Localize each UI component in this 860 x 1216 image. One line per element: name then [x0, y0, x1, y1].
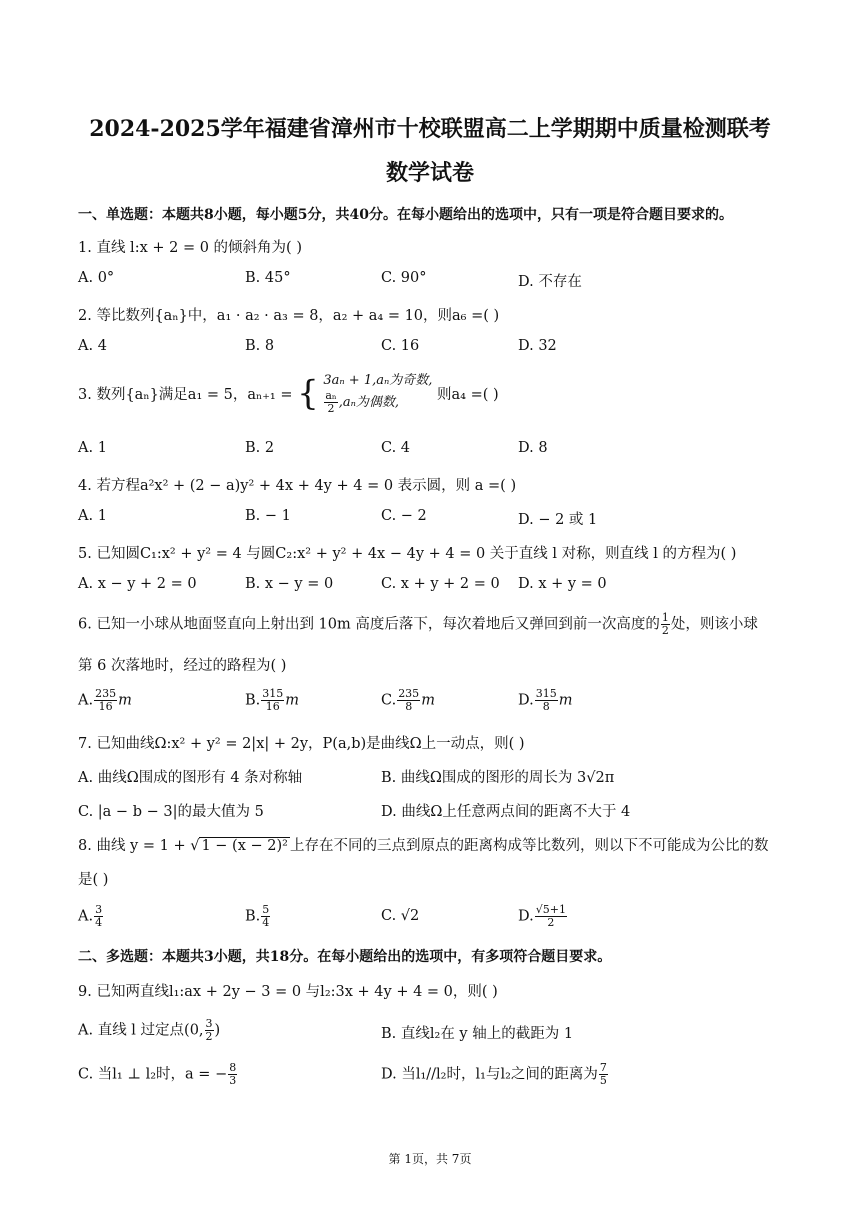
- q6-option-a: A. $\frac{235}{16}$ m: [78, 687, 132, 713]
- q7-option-d: D. 曲线Ω上任意两点间的距离不大于 4: [381, 804, 631, 820]
- q6-option-b: B. $\frac{315}{16}$ m: [245, 687, 300, 713]
- q8-option-d: D. $\frac{√5+1}{2}$: [518, 903, 566, 929]
- q4-option-c: C. − 2: [381, 508, 427, 524]
- paper-subtitle: 数学试卷: [385, 160, 474, 186]
- q3-option-d: D. 8: [518, 440, 548, 456]
- question-1: 1. 直线 l:x + 2 = 0 的倾斜角为( ): [78, 240, 302, 256]
- q7-option-c: C. |a − b − 3|的最大值为 5: [78, 804, 264, 820]
- page-footer: 第 1页，共 7页: [388, 1152, 472, 1166]
- brace-symbol: {: [297, 373, 319, 414]
- q2-option-a: A. 4: [78, 338, 107, 354]
- q3-option-c: C. 4: [381, 440, 411, 456]
- q6-option-d: D. $\frac{315}{8}$ m: [518, 687, 573, 713]
- question-6-line-1: 6. 已知一小球从地面竖直向上射出到 10m 高度后落下，每次着地后又弹回到前一次高度的 $\frac{1}{2}$ 处，则该小球: [78, 611, 758, 637]
- q5-option-a: A. x − y + 2 = 0: [78, 576, 197, 592]
- question-6-line-2: 第 6 次落地时，经过的路程为( ): [78, 658, 287, 674]
- q9-option-b: B. 直线l₂在 y 轴上的截距为 1: [381, 1026, 574, 1042]
- question-4: 4. 若方程a²x² + (2 − a)y² + 4x + 4y + 4 = 0 表示圆，则 a =( ): [78, 478, 517, 494]
- question-7: 7. 已知曲线Ω:x² + y² = 2|x| + 2y，P(a,b)是曲线Ω上一动点，则( ): [78, 736, 525, 752]
- q7-option-a: A. 曲线Ω围成的图形有 4 条对称轴: [78, 770, 303, 786]
- q3-suffix: 则a₄ =( ): [437, 387, 499, 403]
- q3-case-2: ,aₙ为偶数,: [338, 395, 399, 410]
- q9-option-d: D. 当l₁//l₂时，l₁与l₂之间的距离为 $\frac{7}{5}$: [381, 1061, 607, 1087]
- question-9: 9. 已知两直线l₁:ax + 2y − 3 = 0 与l₂:3x + 4y + 4 = 0，则( ): [78, 984, 498, 1000]
- q2-option-b: B. 8: [245, 338, 275, 354]
- q4-option-a: A. 1: [78, 508, 107, 524]
- q5-option-d: D. x + y = 0: [518, 576, 607, 592]
- q3-case-1: 3aₙ + 1,aₙ为奇数,: [323, 373, 433, 388]
- question-2: 2. 等比数列{aₙ}中，a₁ · a₂ · a₃ = 8，a₂ + a₄ = 10，则a₆ =( ): [78, 308, 500, 324]
- q6-frac: $\frac{1}{2}$: [661, 611, 669, 637]
- q3-cases: [323, 372, 432, 415]
- q3-prefix: 3. 数列{aₙ}满足a₁ = 5，aₙ₊₁ =: [78, 387, 293, 403]
- paper-title: 2024-2025学年福建省漳州市十校联盟高二上学期期中质量检测联考: [89, 116, 771, 142]
- q3-case-2-frac: $\frac{\text{aₙ}}{2}$: [325, 389, 337, 415]
- question-8-line-2: 是( ): [78, 872, 109, 888]
- question-3: [78, 372, 499, 415]
- q8-option-c: C. √2: [381, 908, 420, 924]
- q1-option-b: B. 45°: [245, 270, 291, 286]
- q8-sqrt: 1 − (x − 2)²: [201, 838, 288, 854]
- q1-option-c: C. 90°: [381, 270, 427, 286]
- q2-option-d: D. 32: [518, 338, 557, 354]
- q5-option-c: C. x + y + 2 = 0: [381, 576, 500, 592]
- q6-option-c: C. $\frac{235}{8}$ m: [381, 687, 435, 713]
- q1-option-a: A. 0°: [78, 270, 115, 286]
- q9-option-c: C. 当l₁ ⊥ l₂时，a = − $\frac{8}{3}$: [78, 1061, 237, 1087]
- q4-option-b: B. − 1: [245, 508, 291, 524]
- q1-option-d: D. 不存在: [518, 274, 582, 290]
- question-5: 5. 已知圆C₁:x² + y² = 4 与圆C₂:x² + y² + 4x − 4y + 4 = 0 关于直线 l 对称，则直线 l 的方程为( ): [78, 546, 737, 562]
- q5-option-b: B. x − y = 0: [245, 576, 334, 592]
- section-single-choice: 一、单选题：本题共8小题，每小题5分，共40分。在每小题给出的选项中，只有一项是符合题目要求的。: [78, 207, 733, 223]
- q7-option-b: B. 曲线Ω围成的图形的周长为 3√2π: [381, 770, 615, 786]
- q8-option-b: B. $\frac{5}{4}$: [245, 903, 270, 929]
- q8-option-a: A. $\frac{3}{4}$: [78, 903, 103, 929]
- q4-option-d: D. − 2 或 1: [518, 512, 598, 528]
- q2-option-c: C. 16: [381, 338, 420, 354]
- q9-option-a: A. 直线 l 过定点(0, $\frac{3}{2}$ ): [78, 1017, 221, 1043]
- q3-option-a: A. 1: [78, 440, 107, 456]
- question-8-line-1: 8. 曲线 y = 1 + √ 1 − (x − 2)² 上存在不同的三点到原点的距离构成等比数列，则以下不可能成为公比的数: [78, 838, 769, 854]
- q3-option-b: B. 2: [245, 440, 275, 456]
- section-multiple-choice: 二、多选题：本题共3小题，共18分。在每小题给出的选项中，有多项符合题目要求。: [78, 949, 612, 965]
